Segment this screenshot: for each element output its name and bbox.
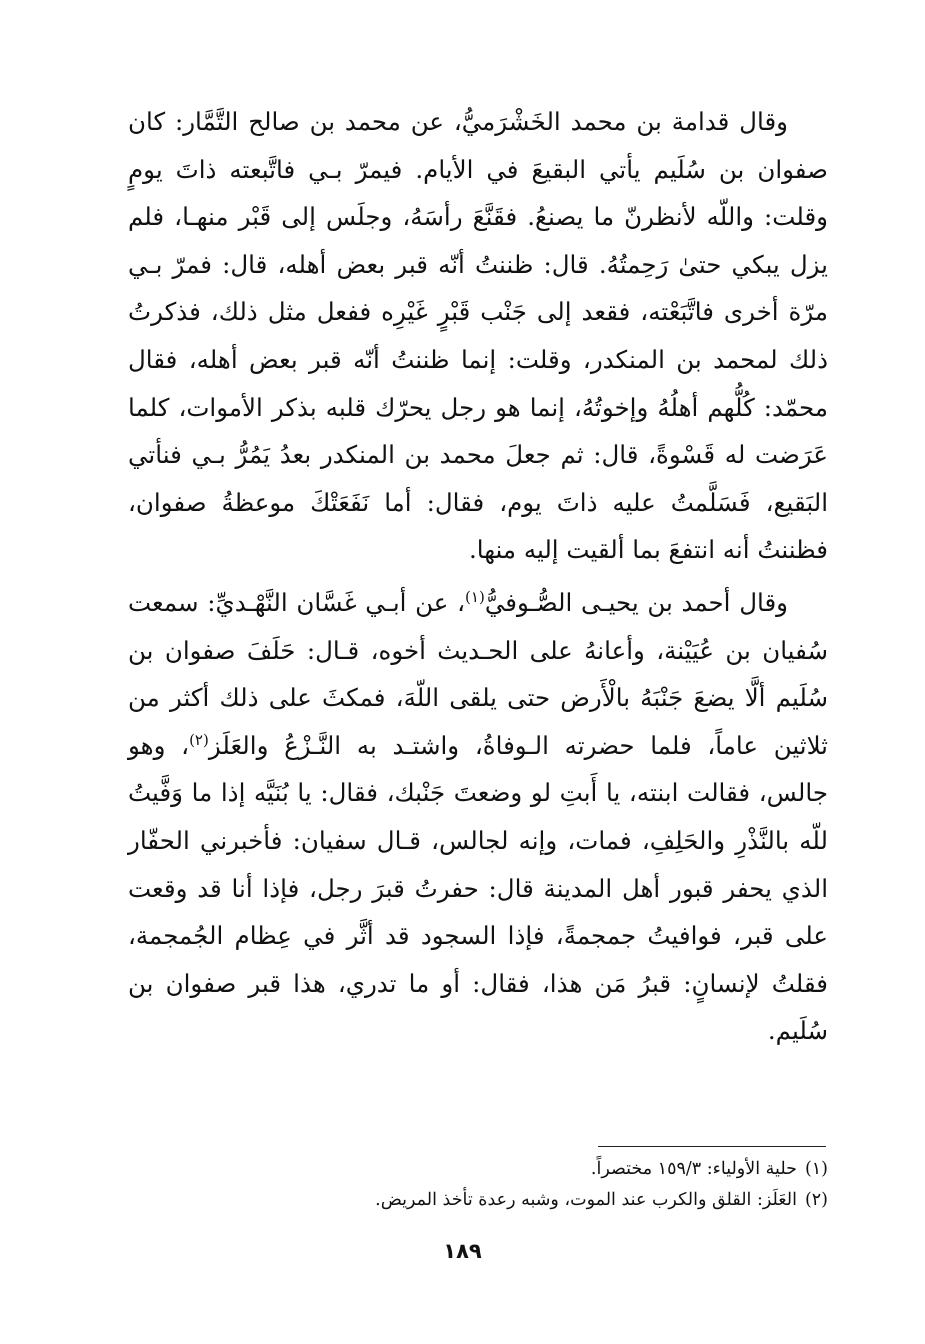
footnotes <box>128 1154 828 1216</box>
footnote-divider <box>598 1146 826 1147</box>
paragraph-2-text-end: ، وهو جالس، فقالت ابنته، يا أَبتِ لو وضعتَ جَنْبك، فقال: يا بُنَيَّه إذا ما وَفَّيتُ للّه بالنَّذْرِ والحَلِفِ، فمات، وإنه لجالس، قـال سفيان: فأخبرني الحفّار الذي يحفر قبور أهل المدينة قال: حفرتُ قبرَ رجل، فإذا أنا قد وقعت على قبر، فوافيتُ جمجمةً، فإذا السجود قد أثَّر في عِظام الجُمجمة، فقلتُ لإنسانٍ: قبرُ مَن هذا، فقال: أو ما تدري، هذا قبر صفوان بن سُلَيم. <box>128 730 828 1046</box>
page-number: ١٨٩ <box>443 1239 482 1263</box>
paragraph-1 <box>128 98 828 574</box>
footnote-2 <box>128 1185 828 1216</box>
paragraph-1-text: وقال قدامة بن محمد الخَشْرَميُّ، عن محمد بن صالح التَّمَّار: كان صفوان بن سُلَيم يأتي البقيعَ في الأيام. فيمرّ بـي فاتَّبعته ذاتَ يومٍ وقلت: واللّه لأنظرنّ ما يصنعُ. فقَنَّعَ رأسَهُ، وجلَس إلى قَبْر منهـا، فلم يزل يبكي حتىٰ رَحِمتُهُ. قال: ظننتُ أنّه قبر بعض أهله، قال: فمرّ بـي مرّة أخرى فاتَّبَعْته، فقعد إلى جَنْب قَبْرٍ غَيْرِه ففعل مثل ذلك، فذكرتُ ذلك لمحمد بن المنكدر، وقلت: إنما ظننتُ أنّه قبر بعض أهله، فقال محمّد: كُلُّهم أهلُهُ وإخوتُهُ، إنما هو رجل يحرّك قلبه بذكر الأموات، كلما عَرَضت له قَسْوةً، قال: ثم جعلَ محمد بن المنكدر بعدُ يَمُرُّ بـي فنأتي البَقيع، فَسَلَّمتُ عليه ذاتَ يوم، فقال: أما نَفَعَتْكَ موعظةُ صفوان، فظننتُ أنه انتفعَ بما ألقيت إليه منها. <box>128 107 828 565</box>
footnote-1 <box>128 1154 828 1185</box>
paragraph-2-text-start: وقال أحمد بن يحيـى الصُّـوفيُّ <box>484 587 789 617</box>
footnote-2-number: (٢) <box>804 1190 828 1210</box>
paragraph-2 <box>128 579 828 1055</box>
main-text <box>128 98 828 1055</box>
footnote-1-number: (١) <box>804 1159 828 1179</box>
footnote-2-text: العَلَز: القلق والكرب عند الموت، وشبه رعدة تأخذ المريض. <box>375 1190 797 1210</box>
footnote-reference-2: (٢) <box>189 730 209 749</box>
footnote-1-text: حلية الأولياء: ١٥٩/٣ مختصراً. <box>590 1159 797 1179</box>
paragraph-2-text-middle: ، عن أبـي غَسَّان النَّهْـديِّ: سمعت سُفيان بن عُيَيْنة، وأعانهُ على الحـديث أخوه، قـال: حَلَفَ صفوان بن سُلَيم ألَّا يضعَ جَنْبَهُ بالْأَرض حتى يلقى اللّهَ، فمكثَ على ذلك أكثر من ثلاثين عاماً، فلما حضرته الـوفاةُ، واشتـد به النَّـزْعُ والعَلَز <box>128 587 829 760</box>
footnote-reference-1: (١) <box>465 587 485 606</box>
